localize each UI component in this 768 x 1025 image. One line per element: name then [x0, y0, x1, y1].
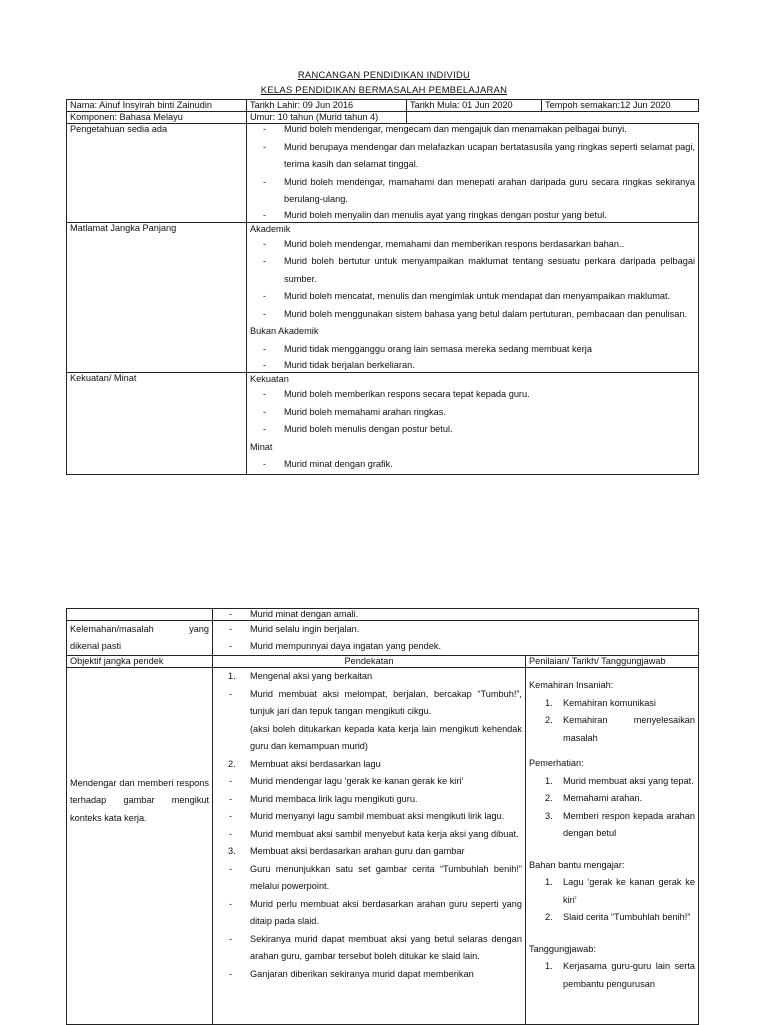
section-title: 3. Membuat aksi berdasarkan arahan guru dan gambar	[228, 846, 465, 856]
list-item: - Murid boleh memahami arahan ringkas.	[250, 404, 695, 422]
list-item: 3. Memberi respon kepada arahan dengan betul	[545, 810, 696, 838]
list-item: - Murid boleh mendengar, mengecam dan mengajuk dan menamakan pelbagai bunyi.	[250, 121, 695, 139]
list-item: - Murid boleh memberikan respons secara tepat kepada guru.	[250, 386, 695, 404]
list-item: - Murid boleh mendengar, memahami dan memberikan respons berdasarkan bahan..	[250, 236, 695, 254]
pengetahuan-content	[247, 124, 699, 223]
list-item: - Sekiranya murid dapat membuat aksi yang betul selaras dengan arahan guru, gambar tersebut boleh ditukar ke slaid lain.	[216, 931, 522, 966]
blank-cell	[67, 609, 213, 621]
objektif-cell: Mendengar dan memberi respons terhadap gambar mengikut konteks kata kerja.	[67, 668, 213, 1025]
komponen-cell: Komponen: Bahasa Melayu	[67, 112, 247, 124]
list-item: - Murid berupaya mendengar dan melafazkan ucapan bertatasusila yang ringkas seperti selamat pagi, terima kasih dan selamat tinggal.	[250, 139, 695, 174]
list-item: - Murid membaca lirik lagu mengikuti guru.	[216, 791, 522, 809]
list-item: - Murid minat dengan amali.	[216, 609, 695, 620]
col-header-objektif: Objektif jangka pendek	[67, 656, 213, 668]
tarikh-lahir-cell: Tarikh Lahir: 09 Jun 2016	[247, 100, 407, 112]
list-item: - Murid boleh menulis dengan postur betul.	[250, 421, 695, 439]
kekuatan-label: Kekuatan/ Minat	[67, 373, 247, 475]
list-item: - Murid membuat aksi melompat, berjalan, bercakap “Tumbuh!”, tunjuk jari dan tepuk tangan mengikuti cikgu.	[216, 686, 522, 721]
document-subtitle: KELAS PENDIDIKAN BERMASALAH PEMBELAJARAN	[260, 84, 508, 95]
kelemahan-label	[67, 621, 213, 656]
col-header-penilaian: Penilaian/ Tarikh/ Tanggungjawab	[526, 656, 699, 668]
list-item: - Murid perlu membuat aksi berdasarkan arahan guru seperti yang ditaip pada slaid.	[216, 896, 522, 931]
section-title: 1. Mengenal aksi yang berkaitan	[228, 671, 373, 681]
rpi-table-1	[66, 99, 699, 475]
pengetahuan-label: Pengetahuan sedia ada	[67, 124, 247, 223]
section-title: 2. Membuat aksi berdasarkan lagu	[228, 758, 381, 769]
kemahiran-label: Kemahiran Insaniah:	[529, 680, 614, 690]
kekuatan-sublabel: Kekuatan	[250, 374, 289, 384]
list-item: - Murid membuat aksi sambil menyebut kata kerja aksi yang dibuat.	[216, 826, 522, 844]
list-item: - Murid minat dengan grafik.	[250, 456, 695, 474]
pemerhatian-label: Pemerhatian:	[529, 758, 584, 768]
col-header-pendekatan: Pendekatan	[213, 656, 526, 668]
document-title: RANCANGAN PENDIDIKAN INDIVIDU	[297, 69, 471, 80]
akademik-label: Akademik	[250, 223, 291, 234]
list-item: 1. Murid membuat aksi yang tepat.	[545, 775, 694, 786]
list-item: - Murid menyanyi lagu sambil membuat aksi mengikuti lirik lagu.	[216, 808, 522, 826]
bahan-label: Bahan bantu mengajar:	[529, 859, 625, 870]
list-item: 2. Slaid cerita “Tumbuhlah benih!”	[545, 912, 691, 922]
nama-cell: Nama: Ainuf Insyirah binti Zainudin	[67, 100, 247, 112]
minat-continued	[213, 609, 699, 621]
tarikh-mula-cell: Tarikh Mula: 01 Jun 2020	[407, 100, 542, 112]
list-item: - Murid boleh menggunakan sistem bahasa yang betul dalam pertuturan, pembacaan dan penulisan.	[250, 306, 695, 324]
kelemahan-label-line2: dikenal pasti	[70, 641, 122, 651]
note-text: (aksi boleh ditukarkan kepada kata kerja lain mengikuti kehendak guru dan kemampuan murid)	[250, 723, 522, 751]
list-item: - Murid boleh mencatat, menulis dan mengimlak untuk mendapat dan menyampaikan maklumat.	[250, 288, 695, 306]
list-item: 1. Kemahiran komunikasi	[545, 697, 656, 708]
matlamat-content	[247, 222, 699, 373]
matlamat-label: Matlamat Jangka Panjang	[67, 222, 247, 373]
bukan-akademik-label: Bukan Akademik	[250, 326, 319, 336]
list-item: - Ganjaran diberikan sekiranya murid dapat memberikan	[216, 966, 522, 984]
kekuatan-content	[247, 373, 699, 475]
kelemahan-label-part2: yang	[189, 624, 209, 634]
list-item: - Murid boleh mendengar, mamahami dan menepati arahan daripada guru secara ringkas sekiranya berulang-ulang.	[250, 174, 695, 209]
list-item: 2. Memahami arahan.	[545, 793, 643, 803]
list-item: 1. Lagu ‘gerak ke kanan gerak ke kiri’	[545, 877, 696, 905]
penilaian-cell	[526, 668, 699, 1025]
minat-label: Minat	[250, 441, 273, 452]
tanggungjawab-label: Tanggungjawab:	[529, 943, 596, 954]
pendekatan-cell	[213, 668, 526, 1025]
list-item: 2. Kemahiran menyelesaikan masalah	[545, 715, 696, 743]
list-item: - Murid mendengar lagu ‘gerak ke kanan gerak ke kiri’	[216, 773, 522, 791]
list-item: - Guru menunjukkan satu set gambar cerita “Tumbuhlah benih!” melalui powerpoint.	[216, 861, 522, 896]
list-item: - Murid tidak mengganggu orang lain semasa mereka sedang membuat kerja	[250, 341, 695, 359]
list-item: 1. Kerjasama guru-guru lain serta pembantu pengurusan	[545, 961, 696, 989]
list-item: - Murid tidak berjalan berkeliaran.	[250, 358, 695, 372]
list-item: - Murid boleh bertutur untuk menyampaikan maklumat tentang sesuatu perkara daripada pelbagai sumber.	[250, 253, 695, 288]
umur-cell: Umur: 10 tahun (Murid tahun 4)	[247, 112, 407, 124]
tempoh-cell: Tempoh semakan:12 Jun 2020	[542, 100, 699, 112]
kelemahan-content	[213, 621, 699, 656]
list-item: - Murid mempunnyai daya ingatan yang pendek.	[216, 638, 695, 655]
kelemahan-label-part1: Kelemahan/masalah	[70, 624, 154, 634]
list-item: - Murid selalu ingin berjalan.	[216, 621, 695, 638]
rpi-table-2	[66, 608, 699, 1025]
list-item: - Murid boleh menyalin dan menulis ayat yang ringkas dengan postur yang betul.	[250, 209, 695, 222]
